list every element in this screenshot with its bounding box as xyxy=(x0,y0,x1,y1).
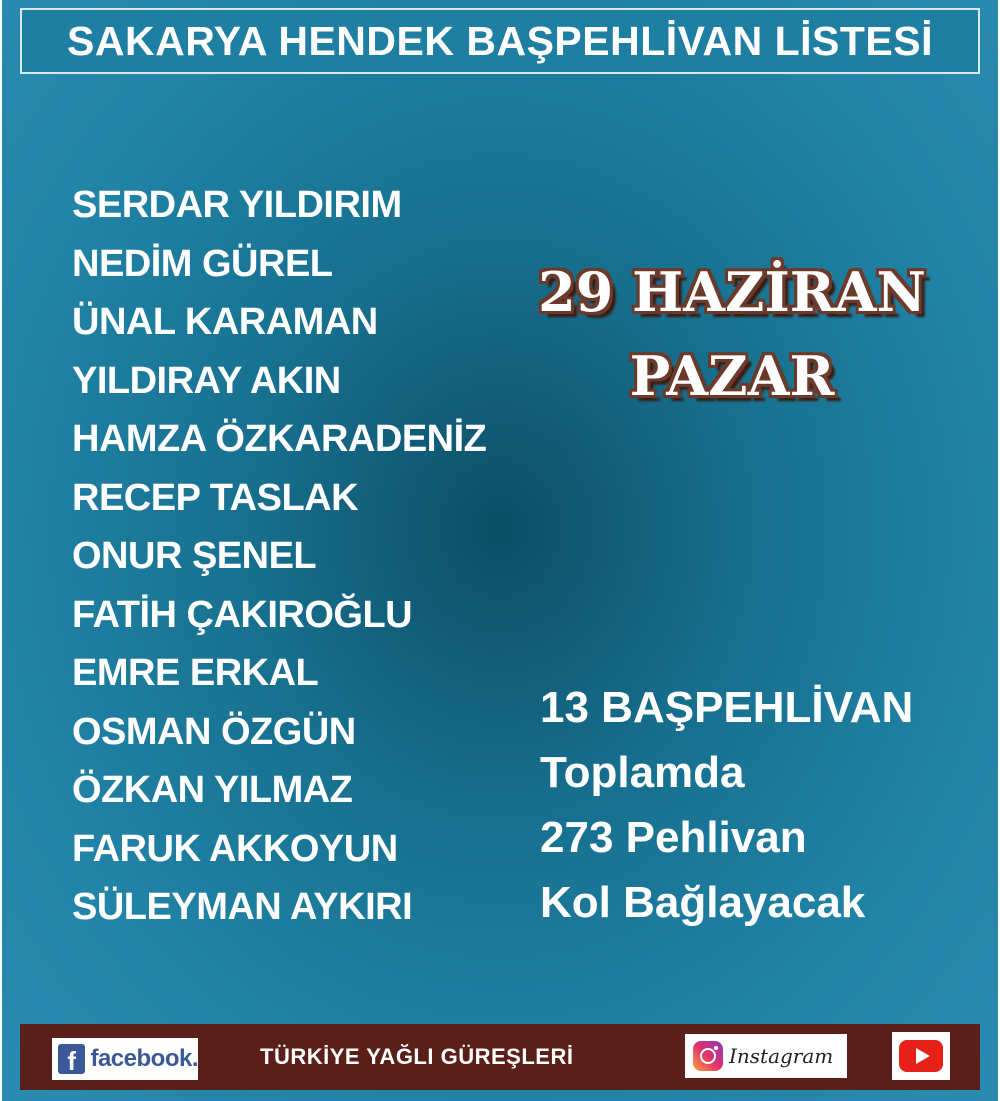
wrestler-name: NEDİM GÜREL xyxy=(72,242,333,285)
wrestler-name: ÜNAL KARAMAN xyxy=(72,301,378,343)
page-title: SAKARYA HENDEK BAŞPEHLİVAN LİSTESİ xyxy=(67,17,933,64)
youtube-link[interactable] xyxy=(892,1032,950,1080)
wrestler-name: SERDAR YILDIRIM xyxy=(72,184,402,226)
event-stats xyxy=(540,675,980,935)
youtube-icon xyxy=(899,1040,943,1072)
instagram-icon xyxy=(693,1041,723,1071)
instagram-label: Instagram xyxy=(729,1044,834,1068)
footer-title: TÜRKİYE YAĞLI GÜREŞLERİ xyxy=(260,1044,574,1069)
event-date-day: 29 HAZİRAN xyxy=(538,260,926,324)
wrestler-name: OSMAN ÖZGÜN xyxy=(72,710,356,753)
wrestler-name: FATİH ÇAKIROĞLU xyxy=(72,593,413,636)
event-date-weekday: PAZAR xyxy=(629,344,835,408)
wrestler-name: SÜLEYMAN AYKIRI xyxy=(72,886,413,928)
facebook-link[interactable] xyxy=(52,1038,198,1080)
stats-line: 273 Pehlivan xyxy=(540,813,807,862)
stats-line: Kol Bağlayacak xyxy=(540,878,866,927)
wrestler-name: YILDIRAY AKIN xyxy=(72,359,341,402)
stats-line: 13 BAŞPEHLİVAN xyxy=(540,683,914,732)
wrestler-name: HAMZA ÖZKARADENİZ xyxy=(72,418,487,460)
wrestler-name: RECEP TASLAK xyxy=(72,476,359,519)
title-bar xyxy=(20,8,980,74)
wrestler-name: ONUR ŞENEL xyxy=(72,535,317,577)
facebook-icon: f xyxy=(58,1044,85,1074)
facebook-label: facebook. xyxy=(90,1045,198,1072)
footer-bar xyxy=(20,1024,980,1090)
wrestler-name: FARUK AKKOYUN xyxy=(72,827,398,870)
stats-line: Toplamda xyxy=(540,748,745,797)
poster xyxy=(2,0,998,1101)
wrestler-name: ÖZKAN YILMAZ xyxy=(72,769,353,811)
wrestler-list xyxy=(72,176,512,937)
wrestler-name: EMRE ERKAL xyxy=(72,652,319,694)
event-date xyxy=(502,250,962,418)
instagram-link[interactable] xyxy=(685,1034,847,1078)
